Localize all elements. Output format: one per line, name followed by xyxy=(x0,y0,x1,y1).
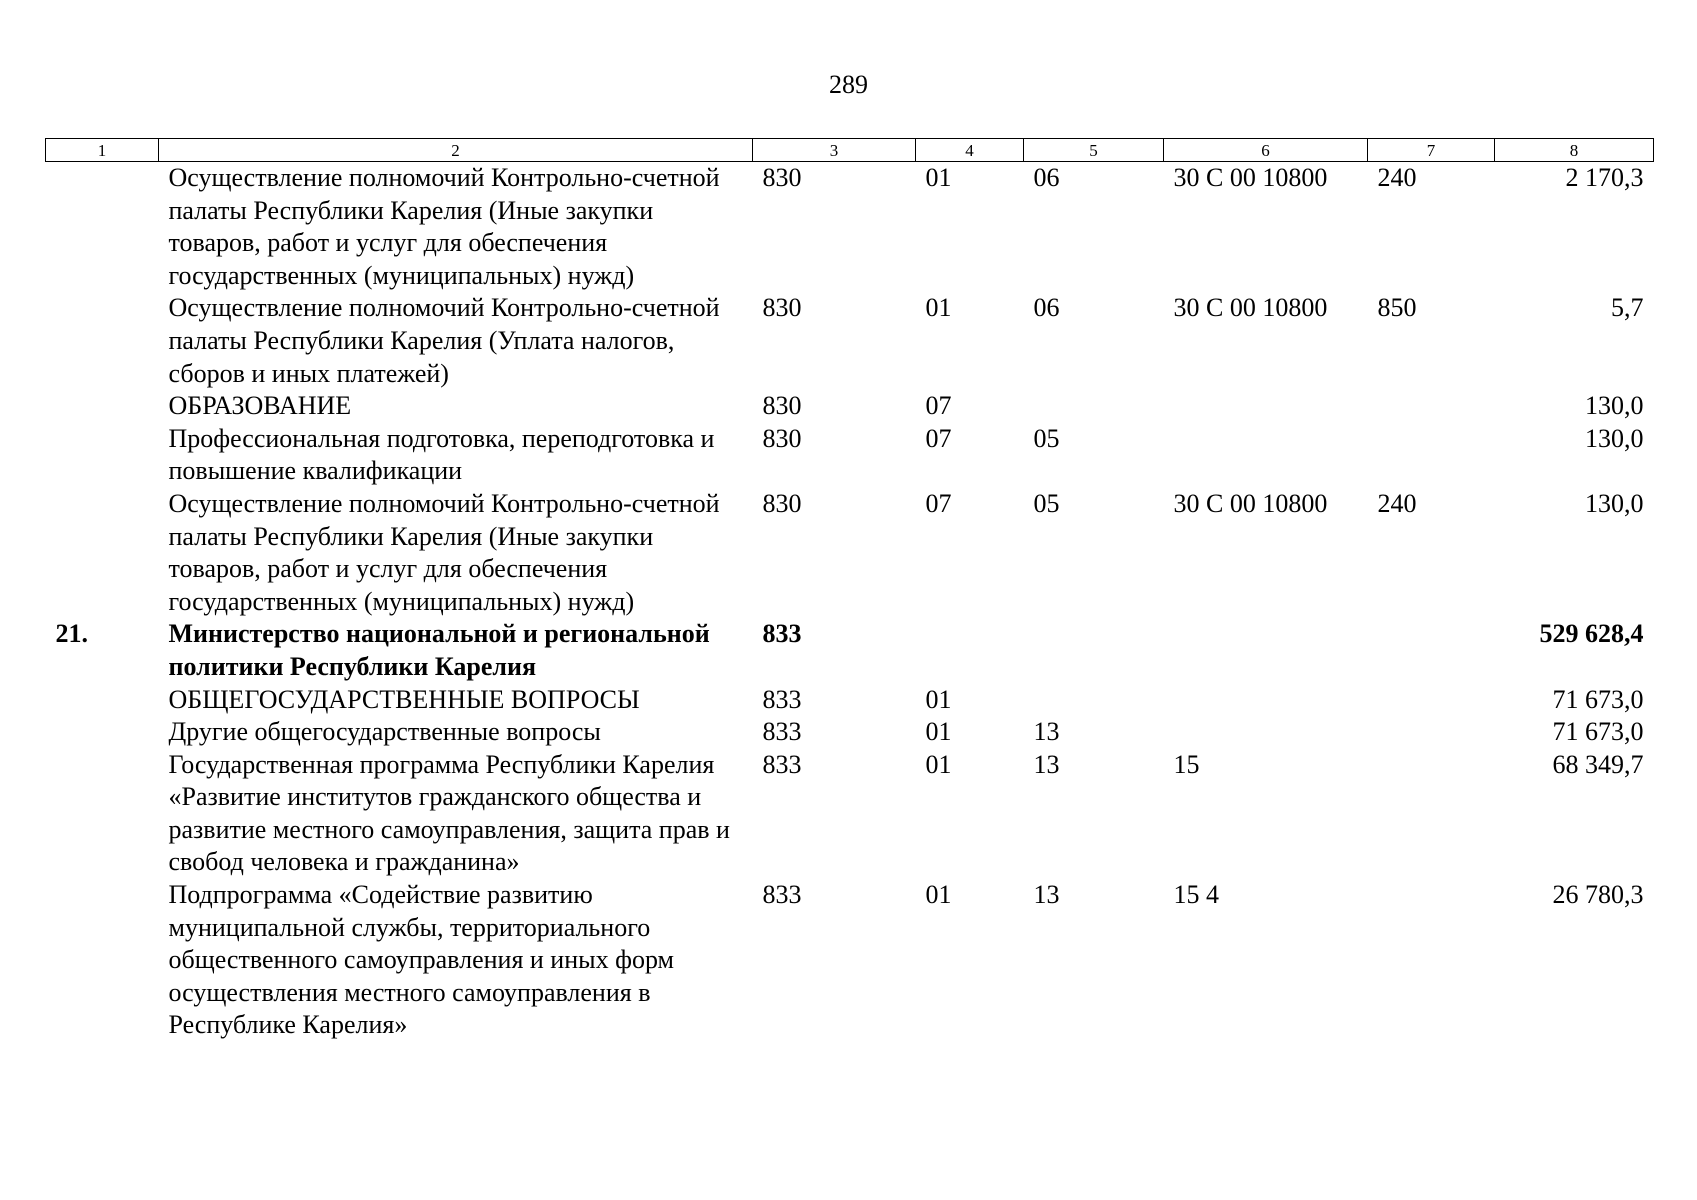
row-ministry-code: 830 xyxy=(762,423,802,453)
row-name: Министерство национальной и региональной политики Республики Карелия xyxy=(168,619,710,681)
column-header-5: 5 xyxy=(1024,139,1164,162)
row-target-item xyxy=(1164,618,1368,683)
row-target-item: 15 xyxy=(1173,749,1200,779)
row-target-item: 30 С 00 10800 xyxy=(1173,488,1328,518)
row-name: Осуществление полномочий Контрольно-счетной палаты Республики Карелия (Иные закупки товаров, работ и услуг для обеспечения государственных (муниципальных) нужд) xyxy=(168,488,720,616)
row-number xyxy=(46,162,159,293)
table-row-ministry xyxy=(46,618,1654,683)
row-number xyxy=(46,749,159,879)
row-sum: 5,7 xyxy=(1611,293,1644,323)
row-expense-type xyxy=(1368,684,1495,717)
row-section: 07 xyxy=(925,488,952,518)
row-target-item: 30 С 00 10800 xyxy=(1173,163,1328,192)
row-name: Профессиональная подготовка, переподготовка и повышение квалификации xyxy=(168,423,715,486)
table-row xyxy=(46,716,1654,749)
row-expense-type xyxy=(1368,618,1495,683)
row-sum: 2 170,3 xyxy=(1565,163,1644,192)
row-expense-type xyxy=(1368,716,1495,749)
row-expense-type: 240 xyxy=(1377,488,1417,518)
row-subsection: 13 xyxy=(1033,749,1060,779)
row-sum: 130,0 xyxy=(1585,488,1644,518)
column-number-header xyxy=(46,139,1654,162)
row-section: 01 xyxy=(925,293,952,323)
row-subsection: 13 xyxy=(1033,717,1060,747)
row-subsection: 13 xyxy=(1033,880,1060,910)
row-section: 01 xyxy=(925,163,952,192)
row-number xyxy=(46,879,159,1042)
table-row xyxy=(46,423,1654,488)
column-header-3: 3 xyxy=(753,139,916,162)
row-target-item xyxy=(1164,423,1368,488)
column-header-8: 8 xyxy=(1495,139,1654,162)
table-row xyxy=(46,390,1654,423)
row-ministry-code: 833 xyxy=(762,619,802,649)
row-name: Государственная программа Республики Карелия «Развитие институтов гражданского общества и развитие местного самоуправления, защита прав и свобод человека и гражданина» xyxy=(168,749,730,877)
row-section: 07 xyxy=(925,423,952,453)
row-name: Подпрограмма «Содействие развитию муниципальной службы, территориального общественного самоуправления и иных форм осуществления местного самоуправления в Республике Карелия» xyxy=(168,880,675,1040)
row-subsection: 06 xyxy=(1033,163,1060,192)
row-subsection xyxy=(1024,684,1164,717)
row-ministry-code: 833 xyxy=(762,880,802,910)
row-section: 01 xyxy=(925,749,952,779)
row-target-item xyxy=(1164,684,1368,717)
row-name: ОБЩЕГОСУДАРСТВЕННЫЕ ВОПРОСЫ xyxy=(168,684,640,714)
row-sum: 26 780,3 xyxy=(1552,880,1644,910)
row-number xyxy=(46,684,159,717)
table-row xyxy=(46,749,1654,879)
row-sum: 130,0 xyxy=(1585,391,1644,421)
budget-table xyxy=(45,138,1654,1042)
row-name: Осуществление полномочий Контрольно-счетной палаты Республики Карелия (Иные закупки товаров, работ и услуг для обеспечения государственных (муниципальных) нужд) xyxy=(168,163,720,290)
row-number xyxy=(46,716,159,749)
row-expense-type: 850 xyxy=(1377,293,1417,323)
row-number xyxy=(46,390,159,423)
row-section: 01 xyxy=(925,684,952,714)
row-expense-type xyxy=(1368,423,1495,488)
row-ministry-code: 833 xyxy=(762,749,802,779)
row-ministry-code: 833 xyxy=(762,717,802,747)
row-subsection xyxy=(1024,390,1164,423)
row-subsection: 05 xyxy=(1033,423,1060,453)
row-expense-type xyxy=(1368,879,1495,1042)
row-subsection: 05 xyxy=(1033,488,1060,518)
row-section xyxy=(916,618,1024,683)
row-ministry-code: 830 xyxy=(762,163,802,192)
row-target-item xyxy=(1164,390,1368,423)
row-target-item xyxy=(1164,716,1368,749)
row-name: ОБРАЗОВАНИЕ xyxy=(168,391,352,421)
row-number: 21. xyxy=(55,619,88,649)
row-ministry-code: 830 xyxy=(762,488,802,518)
row-ministry-code: 833 xyxy=(762,684,802,714)
row-subsection: 06 xyxy=(1033,293,1060,323)
column-header-2: 2 xyxy=(159,139,753,162)
row-sum: 68 349,7 xyxy=(1552,749,1644,779)
row-ministry-code: 830 xyxy=(762,391,802,421)
row-target-item: 15 4 xyxy=(1173,880,1219,910)
row-subsection xyxy=(1024,618,1164,683)
row-ministry-code: 830 xyxy=(762,293,802,323)
row-target-item: 30 С 00 10800 xyxy=(1173,293,1328,323)
column-header-4: 4 xyxy=(916,139,1024,162)
row-sum: 71 673,0 xyxy=(1552,717,1644,747)
table-row xyxy=(46,879,1654,1042)
column-header-7: 7 xyxy=(1368,139,1495,162)
table-row xyxy=(46,684,1654,717)
row-number xyxy=(46,488,159,618)
row-section: 07 xyxy=(925,391,952,421)
column-header-1: 1 xyxy=(46,139,159,162)
row-name: Другие общегосударственные вопросы xyxy=(168,717,601,747)
row-section: 01 xyxy=(925,880,952,910)
row-sum: 71 673,0 xyxy=(1552,684,1644,714)
row-sum: 529 628,4 xyxy=(1539,619,1644,649)
row-number xyxy=(46,423,159,488)
table-row xyxy=(46,162,1654,293)
row-expense-type: 240 xyxy=(1377,163,1417,192)
column-header-6: 6 xyxy=(1164,139,1368,162)
row-expense-type xyxy=(1368,749,1495,879)
row-number xyxy=(46,292,159,390)
row-sum: 130,0 xyxy=(1585,423,1644,453)
row-expense-type xyxy=(1368,390,1495,423)
table-row xyxy=(46,292,1654,390)
page-number: 289 xyxy=(829,70,868,99)
table-row xyxy=(46,488,1654,618)
row-name: Осуществление полномочий Контрольно-счетной палаты Республики Карелия (Уплата налогов, сборов и иных платежей) xyxy=(168,293,720,388)
row-section: 01 xyxy=(925,717,952,747)
